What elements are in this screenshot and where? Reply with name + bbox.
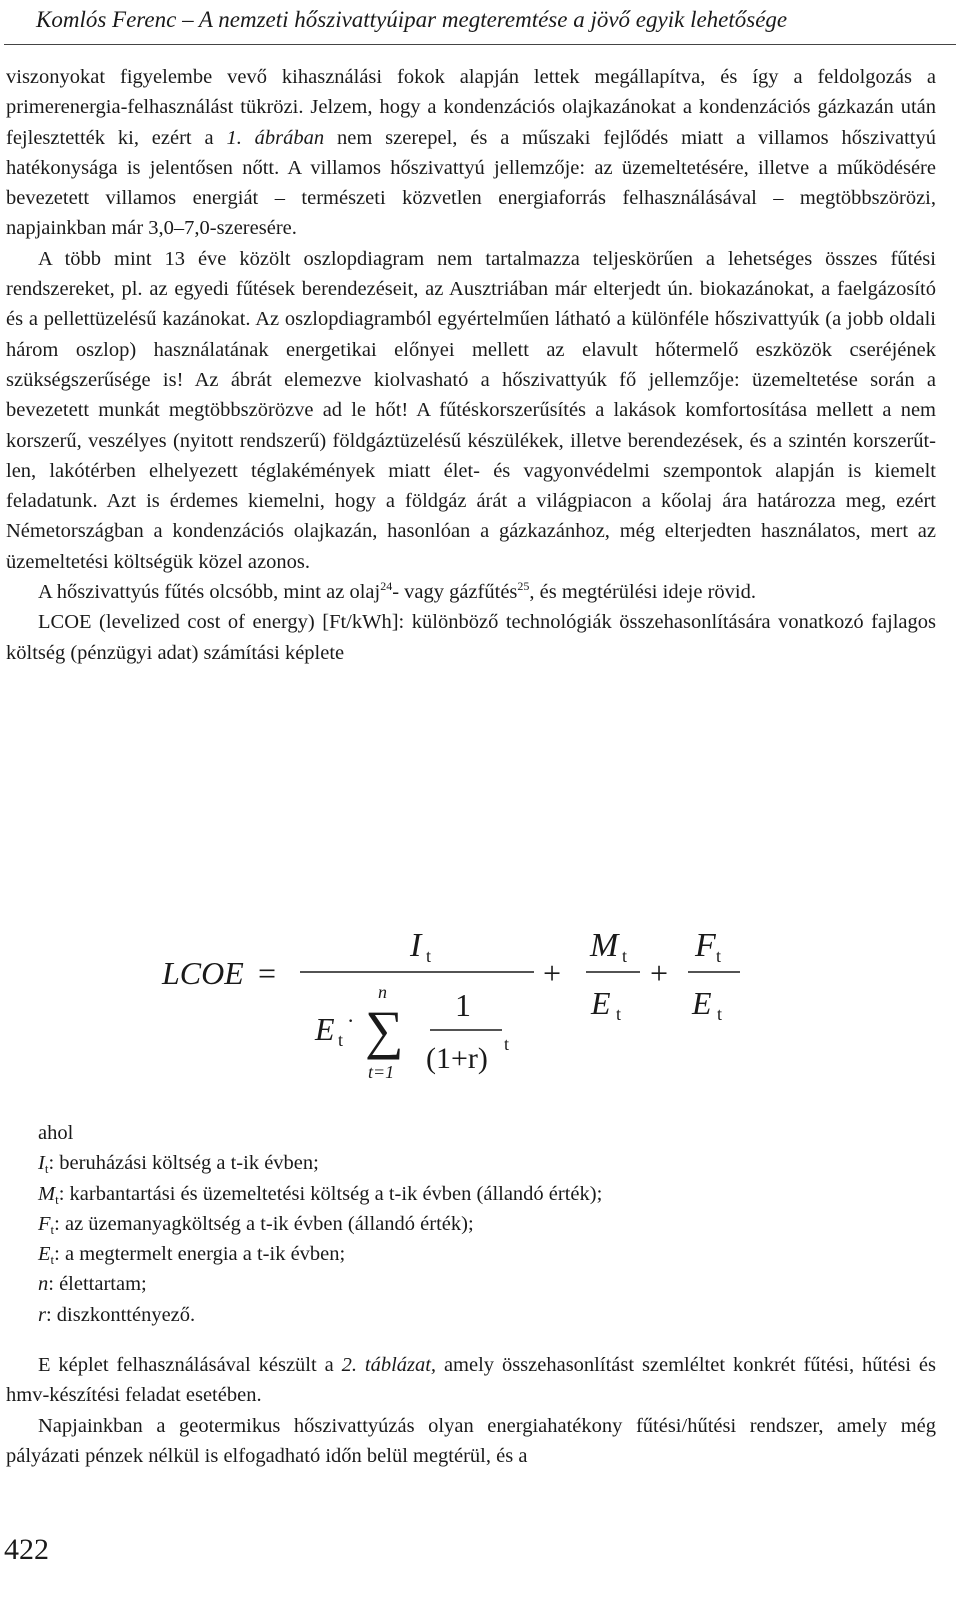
figure-reference: 1. ábrában xyxy=(226,126,325,149)
page-number: 422 xyxy=(4,1533,49,1566)
definition-item: n: élettartam; xyxy=(38,1273,147,1296)
definition-item: $F_t$: az üzemanyagköltség a t-ik évben (állandó érték); xyxy=(38,1212,474,1237)
running-header: Komlós Ferenc – A nemzeti hőszivattyúipar megteremtése a jövő egyik lehetősége xyxy=(36,7,788,32)
formula-energy: E xyxy=(591,985,611,1021)
footnote-ref-24: 24 xyxy=(380,579,393,594)
formula-investment: I xyxy=(410,927,422,964)
formula-plus: + xyxy=(650,955,669,991)
lcoe-formula xyxy=(150,918,770,1098)
paragraph-5: E képlet felhasználásával készült a 2. táblázat, amely összehasonlítást szemléltet konkrét fűtési, hűtési és hmv-készítési feladat esetében. xyxy=(6,1354,936,1407)
formula-sub: t xyxy=(504,1034,510,1054)
paragraph-6: Napjainkban a geotermikus hőszivattyúzás olyan energiahatékony fűtési/hűtési rendszer, amely még pályázati pénzek nélkül is elfogadható időn belül megtérül, és a xyxy=(6,1414,936,1467)
formula-sub: t xyxy=(622,946,628,966)
formula-sub: t xyxy=(426,946,432,966)
formula-sub: t xyxy=(717,1004,723,1024)
formula-sub: t xyxy=(338,1030,344,1050)
formula-fuel: F xyxy=(695,927,716,964)
formula-sum-symbol: ∑ xyxy=(365,1000,404,1060)
formula-sum-lower: t=1 xyxy=(368,1062,395,1082)
formula-dot: · xyxy=(347,1008,355,1033)
formula-one: 1 xyxy=(455,987,471,1023)
formula-discount: (1+r) xyxy=(426,1042,488,1075)
paragraph-4: LCOE (levelized cost of energy) [Ft/kWh]: különböző technológiák összehasonlítására vonatkozó fajlagos költség (pénzügyi adat) számítási képlete xyxy=(6,611,936,664)
paragraph-1: viszonyokat figyelembe vevő kihasználási fokok alapján lettek megállapítva, és így a feldolgozás a primerenergia-felhasználást tükrözi. Jelzem, hogy a kondenzációs olajkazánokat a kondenzációs gázkazán után fejlesztették ki, ezért a 1. ábrában nem szerepel, és a műszaki fejlődés miatt a villamos hőszivattyú hatékonysága is jelentősen nőtt. A villamos hőszivattyú jellemzője: az üzemeltetésére, illetve a működésére bevezetett villamos energiát – természeti közvetlen energiaforrás felhasználásával – megtöbbszörözi, napjainkban már 3,0–7,0-szeresére. xyxy=(6,66,936,240)
definition-item: $E_t$: a megtermelt energia a t-ik évben; xyxy=(38,1243,346,1268)
formula-maintenance: M xyxy=(590,927,619,964)
definitions-intro: ahol xyxy=(38,1122,74,1144)
formula-sum-upper: n xyxy=(378,982,387,1002)
paragraph-3: A hőszivattyús fűtés olcsóbb, mint az olaj$^{24}$- vagy gázfűtés$^{25}$, és megtérülési ideje rövid. xyxy=(38,579,756,604)
formula-equals: = xyxy=(258,955,277,991)
formula-sub: t xyxy=(716,946,722,966)
variable-definitions xyxy=(6,1118,936,1330)
formula-energy: E xyxy=(692,985,712,1021)
definition-item: $I_t$: beruházási költség a t-ik évben; xyxy=(38,1152,319,1177)
footnote-ref-25: 25 xyxy=(517,579,530,594)
body-text xyxy=(6,62,936,668)
paragraph-2: A több mint 13 éve közölt oszlopdiagram nem tartalmazza teljeskörűen a lehetséges összes fűtési rendszereket, pl. az egyedi fűtések berendezéseit, az Ausztriában már elterjedt ún. biokazánokat, a faelgázosító és a pellettüzelésű kazánokat. Az oszlopdiagramból egyértelműen látható a különféle hőszivattyúk (a jobb oldali három oszlop) használatának energetikai előnyei mellett az elavult hőtermelő eszközök cseréjének szükségszerűsége is! Az ábrát elemezve kiolvasható a hőszivattyúk fő jellemzője: üzemeltetése során a bevezetett munkát megtöbbszörözve ad le hőt! A fűtéskorszerűsítés a lakások komfortosítása mellett a nem korszerű, veszélyes (nyitott rendszerű) földgáztüzelésű készülékek, illetve berendezések, és a szintén korszerűtlen, lakótérben elhelyezett téglakémények miatt élet- és vagyonvédelmi szempontok alapján is kiemelt feladatunk. Azt is érdemes kiemelni, hogy a földgáz árát a világpiacon a kőolaj ára határozza meg, ezért Németországban a kondenzációs olajkazán, hasonlóan a gázkazánhoz, még elterjedten használatos, mert az üzemeltetési költségük közel azonos. xyxy=(6,247,936,573)
definition-item: r: diszkonttényező. xyxy=(38,1303,196,1326)
definition-item: $M_t$: karbantartási és üzemeltetési költség a t-ik évben (állandó érték); xyxy=(38,1182,603,1207)
formula-energy: E xyxy=(315,1011,335,1047)
table-reference: 2. táblázat, xyxy=(341,1354,437,1376)
formula-plus: + xyxy=(543,955,562,991)
formula-lhs: LCOE xyxy=(162,955,244,991)
formula-sub: t xyxy=(616,1004,622,1024)
closing-text xyxy=(6,1350,936,1471)
header-rule xyxy=(4,44,956,45)
